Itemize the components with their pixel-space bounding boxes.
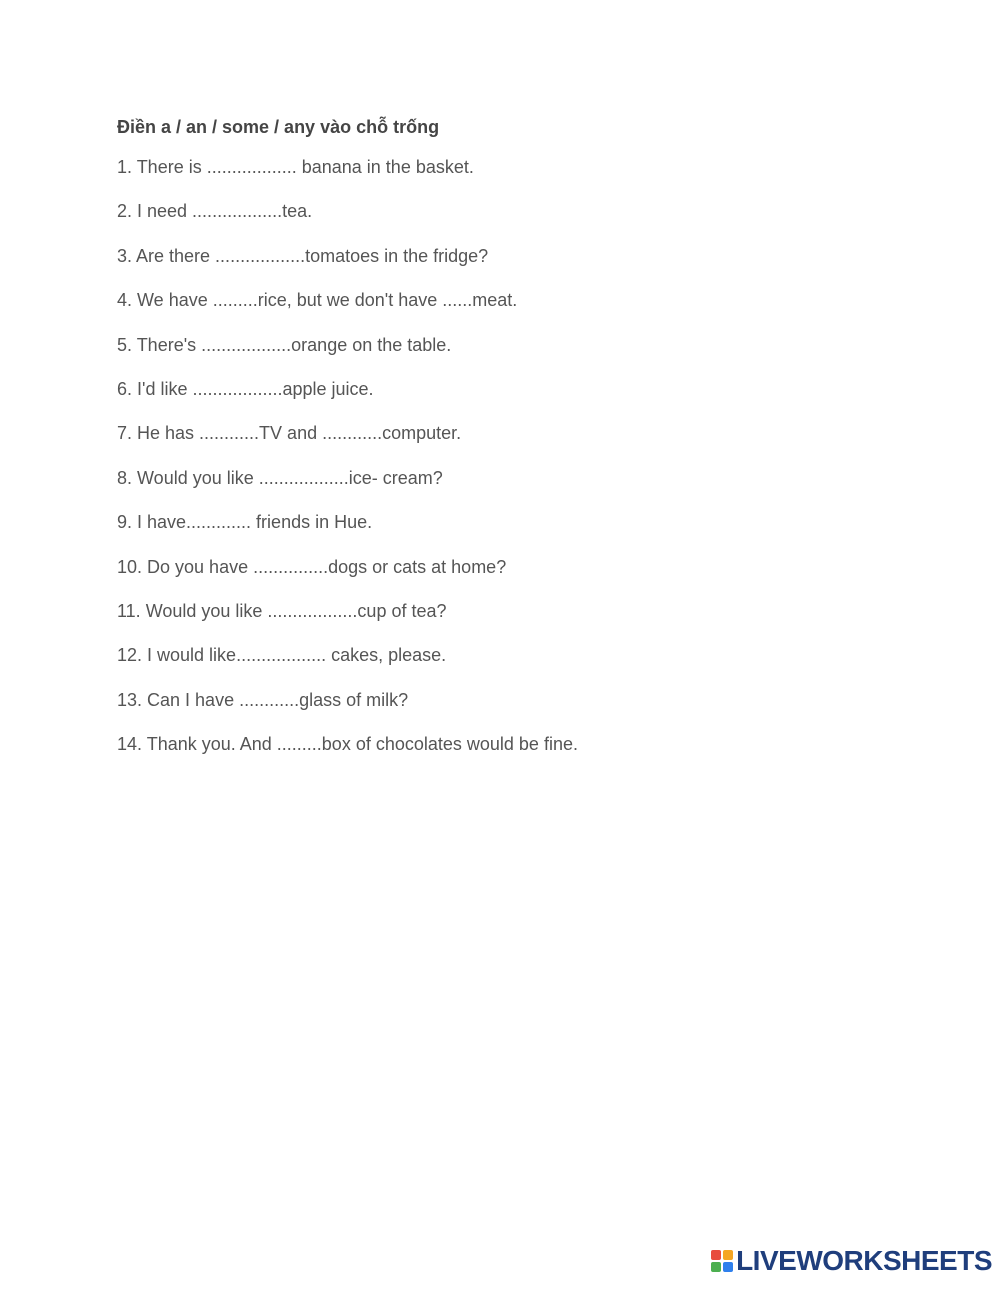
question-item: 13. Can I have ............glass of milk? [117,689,409,710]
brand-name: LIVEWORKSHEETS [736,1245,992,1276]
logo-tile-green [711,1262,721,1272]
liveworksheets-brand [711,1245,992,1277]
question-item: 8. Would you like ..................ice- cream? [117,467,443,488]
logo-tile-orange [723,1250,733,1260]
question-item: 14. Thank you. And .........box of chocolates would be fine. [117,734,578,755]
worksheet-heading: Điền a / an / some / any vào chỗ trống [117,117,440,137]
question-item: 1. There is .................. banana in the basket. [117,157,474,177]
logo-tile-red [711,1250,721,1260]
question-item: 6. I'd like ..................apple juice. [117,378,374,399]
question-item: 7. He has ............TV and ............computer. [117,423,462,444]
question-item: 12. I would like.................. cakes, please. [117,645,447,666]
question-item: 10. Do you have ...............dogs or cats at home? [117,556,507,577]
question-item: 5. There's ..................orange on the table. [117,334,452,355]
question-item: 2. I need ..................tea. [117,201,313,222]
question-item: 9. I have............. friends in Hue. [117,512,373,533]
worksheet [117,114,937,775]
liveworksheets-logo-icon [711,1250,733,1272]
question-item: 4. We have .........rice, but we don't have ......meat. [117,290,518,311]
logo-tile-blue [723,1262,733,1272]
question-item: 11. Would you like ..................cup of tea? [117,600,447,621]
question-item: 3. Are there ..................tomatoes in the fridge? [117,245,489,266]
question-list [117,154,937,757]
